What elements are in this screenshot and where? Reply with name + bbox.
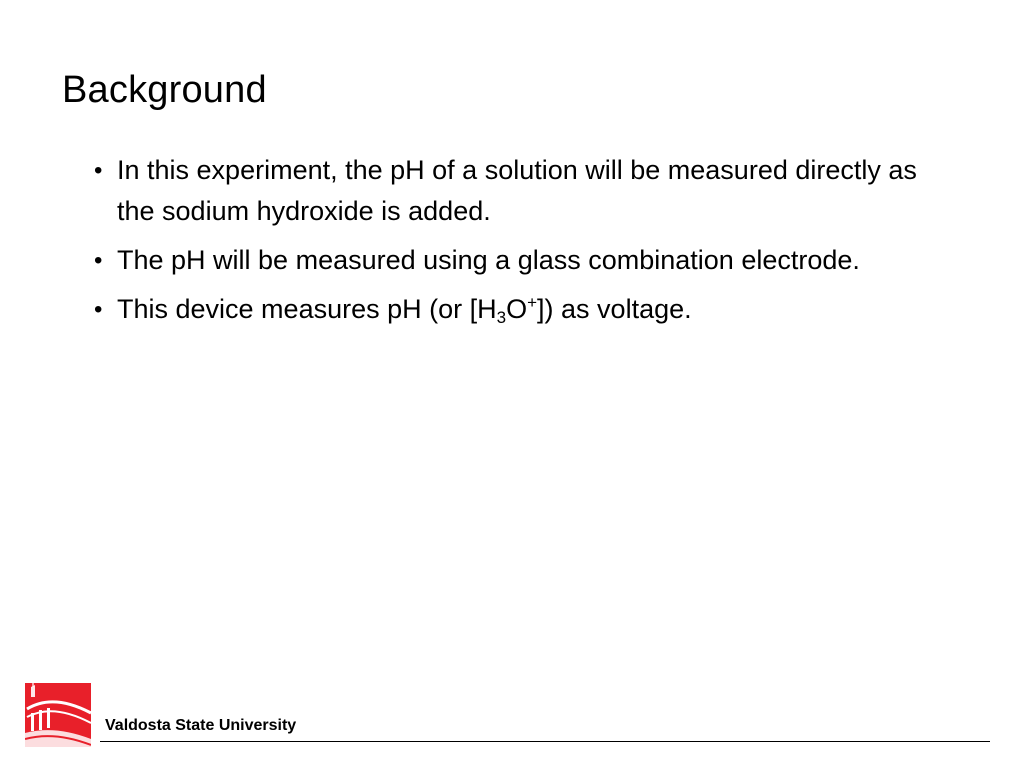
valdosta-state-arch-logo-icon — [25, 683, 91, 747]
subscript-3: 3 — [496, 308, 507, 327]
bullet-text-mid: O — [506, 294, 528, 324]
bullet-text-before: This device measures pH (or [H — [117, 294, 497, 324]
bullet-text: The pH will be measured using a glass combination electrode. — [117, 245, 860, 275]
footer-divider — [100, 741, 990, 742]
bullet-text-after: ]) as voltage. — [537, 294, 692, 324]
institution-name: Valdosta State University — [105, 717, 297, 734]
superscript-plus: + — [527, 293, 538, 312]
bullet-text: In this experiment, the pH of a solution will be measured directly as the sodium hydroxide is added. — [117, 155, 917, 226]
bullet-item-3 — [94, 289, 934, 330]
bullet-item-1 — [94, 150, 934, 232]
bullet-item-2 — [94, 240, 934, 281]
bullet-marker: • — [94, 157, 103, 184]
bullet-marker: • — [94, 296, 103, 323]
slide-title: Background — [62, 69, 267, 111]
bullet-list — [94, 150, 934, 338]
bullet-text — [117, 293, 692, 327]
bullet-marker: • — [94, 247, 103, 274]
